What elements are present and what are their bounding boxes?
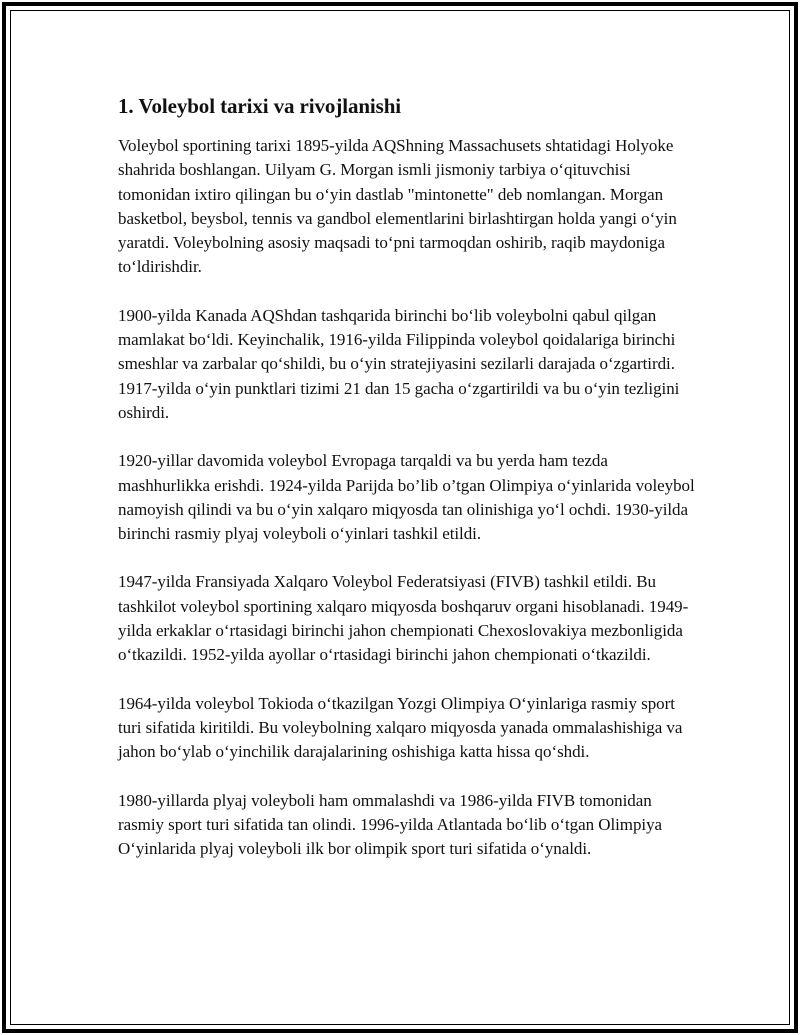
paragraph-1: Voleybol sportining tarixi 1895-yilda AQShning Massachusets shtatidagi Holyoke shahrida boshlangan. Uilyam G. Morgan ismli jismoniy tarbiya o‘qituvchisi tomonidan ixtiro qilingan bu o‘yin dastlab "mintonette" deb nomlangan. Morgan basketbol, beysbol, tennis va gandbol elementlarini birlashtirgan holda yangi o‘yin yaratdi. Voleybolning asosiy maqsadi to‘pni tarmoqdan oshirib, raqib maydoniga to‘ldirishdir. [118,136,677,277]
section-heading: 1. Voleybol tarixi va rivojlanishi [118,94,402,118]
paragraph-3: 1920-yillar davomida voleybol Evropaga tarqaldi va bu yerda ham tezda mashhurlikka erishdi. 1924-yilda Parijda bo’lib o’tgan Olimpiya o‘yinlarida voleybol namoyish qilindi va bu o‘yin xalqaro miqyosda tan olinishiga yo‘l ochdi. 1930-yilda birinchi rasmiy plyaj voleyboli o‘yinlari tashkil etildi. [118,451,695,544]
paragraph-4: 1947-yilda Fransiyada Xalqaro Voleybol Federatsiyasi (FIVB) tashkil etildi. Bu tashkilot voleybol sportining xalqaro miqyosda boshqaruv organi hisoblanadi. 1949-yilda erkaklar o‘rtasidagi birinchi jahon chempionati Chexoslovakiya mezbonligida o‘tkazildi. 1952-yilda ayollar o‘rtasidagi birinchi jahon chempionati o‘tkazildi. [118,572,689,665]
paragraph-2: 1900-yilda Kanada AQShdan tashqarida birinchi bo‘lib voleybolni qabul qilgan mamlakat bo‘ldi. Keyinchalik, 1916-yilda Filippinda voleybol qoidalariga birinchi smeshlar va zarbalar qo‘shildi, bu o‘yin stratejiyasini sezilarli darajada o‘zgartirdi. 1917-yilda o‘yin punktlari tizimi 21 dan 15 gacha o‘zgartirildi va bu o‘yin tezligini oshirdi. [118,305,680,422]
document-body [118,92,698,885]
paragraph-5: 1964-yilda voleybol Tokioda o‘tkazilgan Yozgi Olimpiya O‘yinlariga rasmiy sport turi sifatida kiritildi. Bu voleybolning xalqaro miqyosda yanada ommalashishiga va jahon bo‘ylab o‘yinchilik darajalarining oshishiga katta hissa qo‘shdi. [118,693,683,762]
paragraph-6: 1980-yillarda plyaj voleyboli ham ommalashdi va 1986-yilda FIVB tomonidan rasmiy sport turi sifatida tan olindi. 1996-yilda Atlantada bo‘lib o‘tgan Olimpiya O‘yinlarida plyaj voleyboli ilk bor olimpik sport turi sifatida o‘ynaldi. [118,790,663,859]
